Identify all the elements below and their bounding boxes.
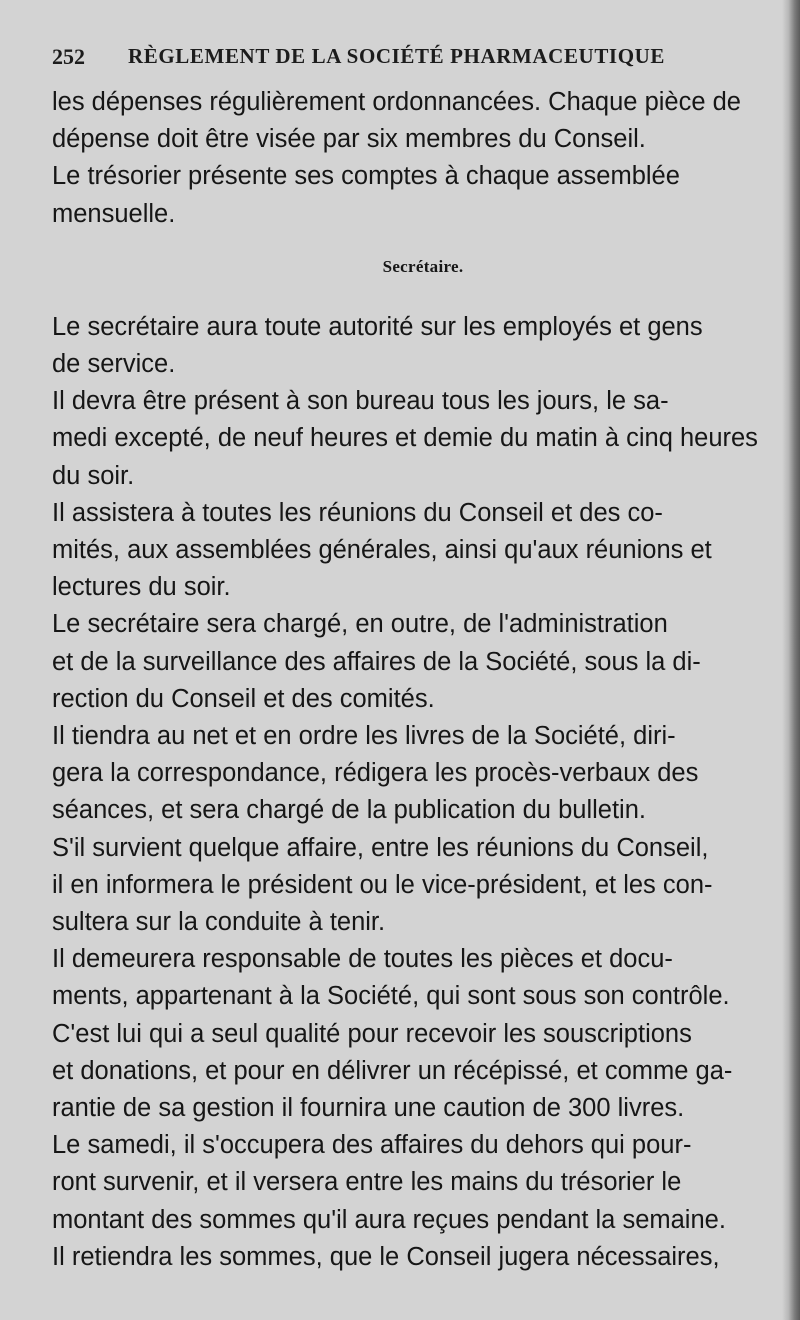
page-edge-shadow	[782, 0, 800, 1320]
text-line: Il demeurera responsable de toutes les pièces et docu-	[52, 945, 673, 974]
text-line: Il retiendra les sommes, que le Conseil jugera nécessaires,	[52, 1242, 720, 1271]
text-line: il en informera le président ou le vice-président, et les con-	[52, 870, 713, 899]
text-line: Il tiendra au net et en ordre les livres de la Société, diri-	[52, 722, 676, 751]
text-line: les dépenses régulièrement ordonnancées. Chaque pièce de	[52, 88, 741, 116]
text-line: Le samedi, il s'occupera des affaires du dehors qui pour-	[52, 1131, 692, 1160]
section-heading: Secrétaire.	[382, 256, 464, 276]
text-line: gera la correspondance, rédigera les procès-verbaux des	[52, 759, 699, 788]
text-line: S'il survient quelque affaire, entre les réunions du Conseil,	[52, 833, 709, 862]
text-line: C'est lui qui a seul qualité pour recevoir les souscriptions	[52, 1019, 692, 1048]
text-line: Il devra être présent à son bureau tous les jours, le sa-	[52, 387, 669, 416]
text-line: de service.	[52, 350, 176, 379]
body-text	[52, 84, 794, 1276]
text-line: Le secrétaire sera chargé, en outre, de l'administration	[52, 610, 668, 639]
text-line: montant des sommes qu'il aura reçues pendant la semaine.	[52, 1205, 726, 1234]
text-line: dépense doit être visée par six membres du Conseil.	[52, 125, 646, 154]
text-line: et de la surveillance des affaires de la Société, sous la di-	[52, 647, 701, 676]
text-line: mités, aux assemblées générales, ainsi qu'aux réunions et	[52, 536, 712, 565]
text-line: lectures du soir.	[52, 573, 231, 602]
text-line: Le secrétaire aura toute autorité sur les employés et gens	[52, 312, 703, 341]
text-line: et donations, et pour en délivrer un récépissé, et comme ga-	[52, 1056, 733, 1085]
text-line: du soir.	[52, 461, 135, 490]
text-line: rection du Conseil et des comités.	[52, 684, 435, 713]
text-line: Le trésorier présente ses comptes à chaque assemblée	[52, 162, 680, 191]
text-line: ront survenir, et il versera entre les mains du trésorier le	[52, 1168, 682, 1197]
text-line: mensuelle.	[52, 199, 176, 228]
text-line: ments, appartenant à la Société, qui sont sous son contrôle.	[52, 982, 730, 1011]
text-line: sultera sur la conduite à tenir.	[52, 908, 386, 937]
text-line: Il assistera à toutes les réunions du Conseil et des co-	[52, 498, 663, 527]
text-line: medi excepté, de neuf heures et demie du matin à cinq heures	[52, 424, 758, 453]
text-line: séances, et sera chargé de la publication du bulletin.	[52, 796, 646, 825]
page-number: 252	[52, 44, 85, 69]
running-header	[52, 44, 752, 78]
text-line: rantie de sa gestion il fournira une caution de 300 livres.	[52, 1094, 685, 1123]
running-title: RÈGLEMENT DE LA SOCIÉTÉ PHARMACEUTIQUE	[128, 44, 666, 68]
